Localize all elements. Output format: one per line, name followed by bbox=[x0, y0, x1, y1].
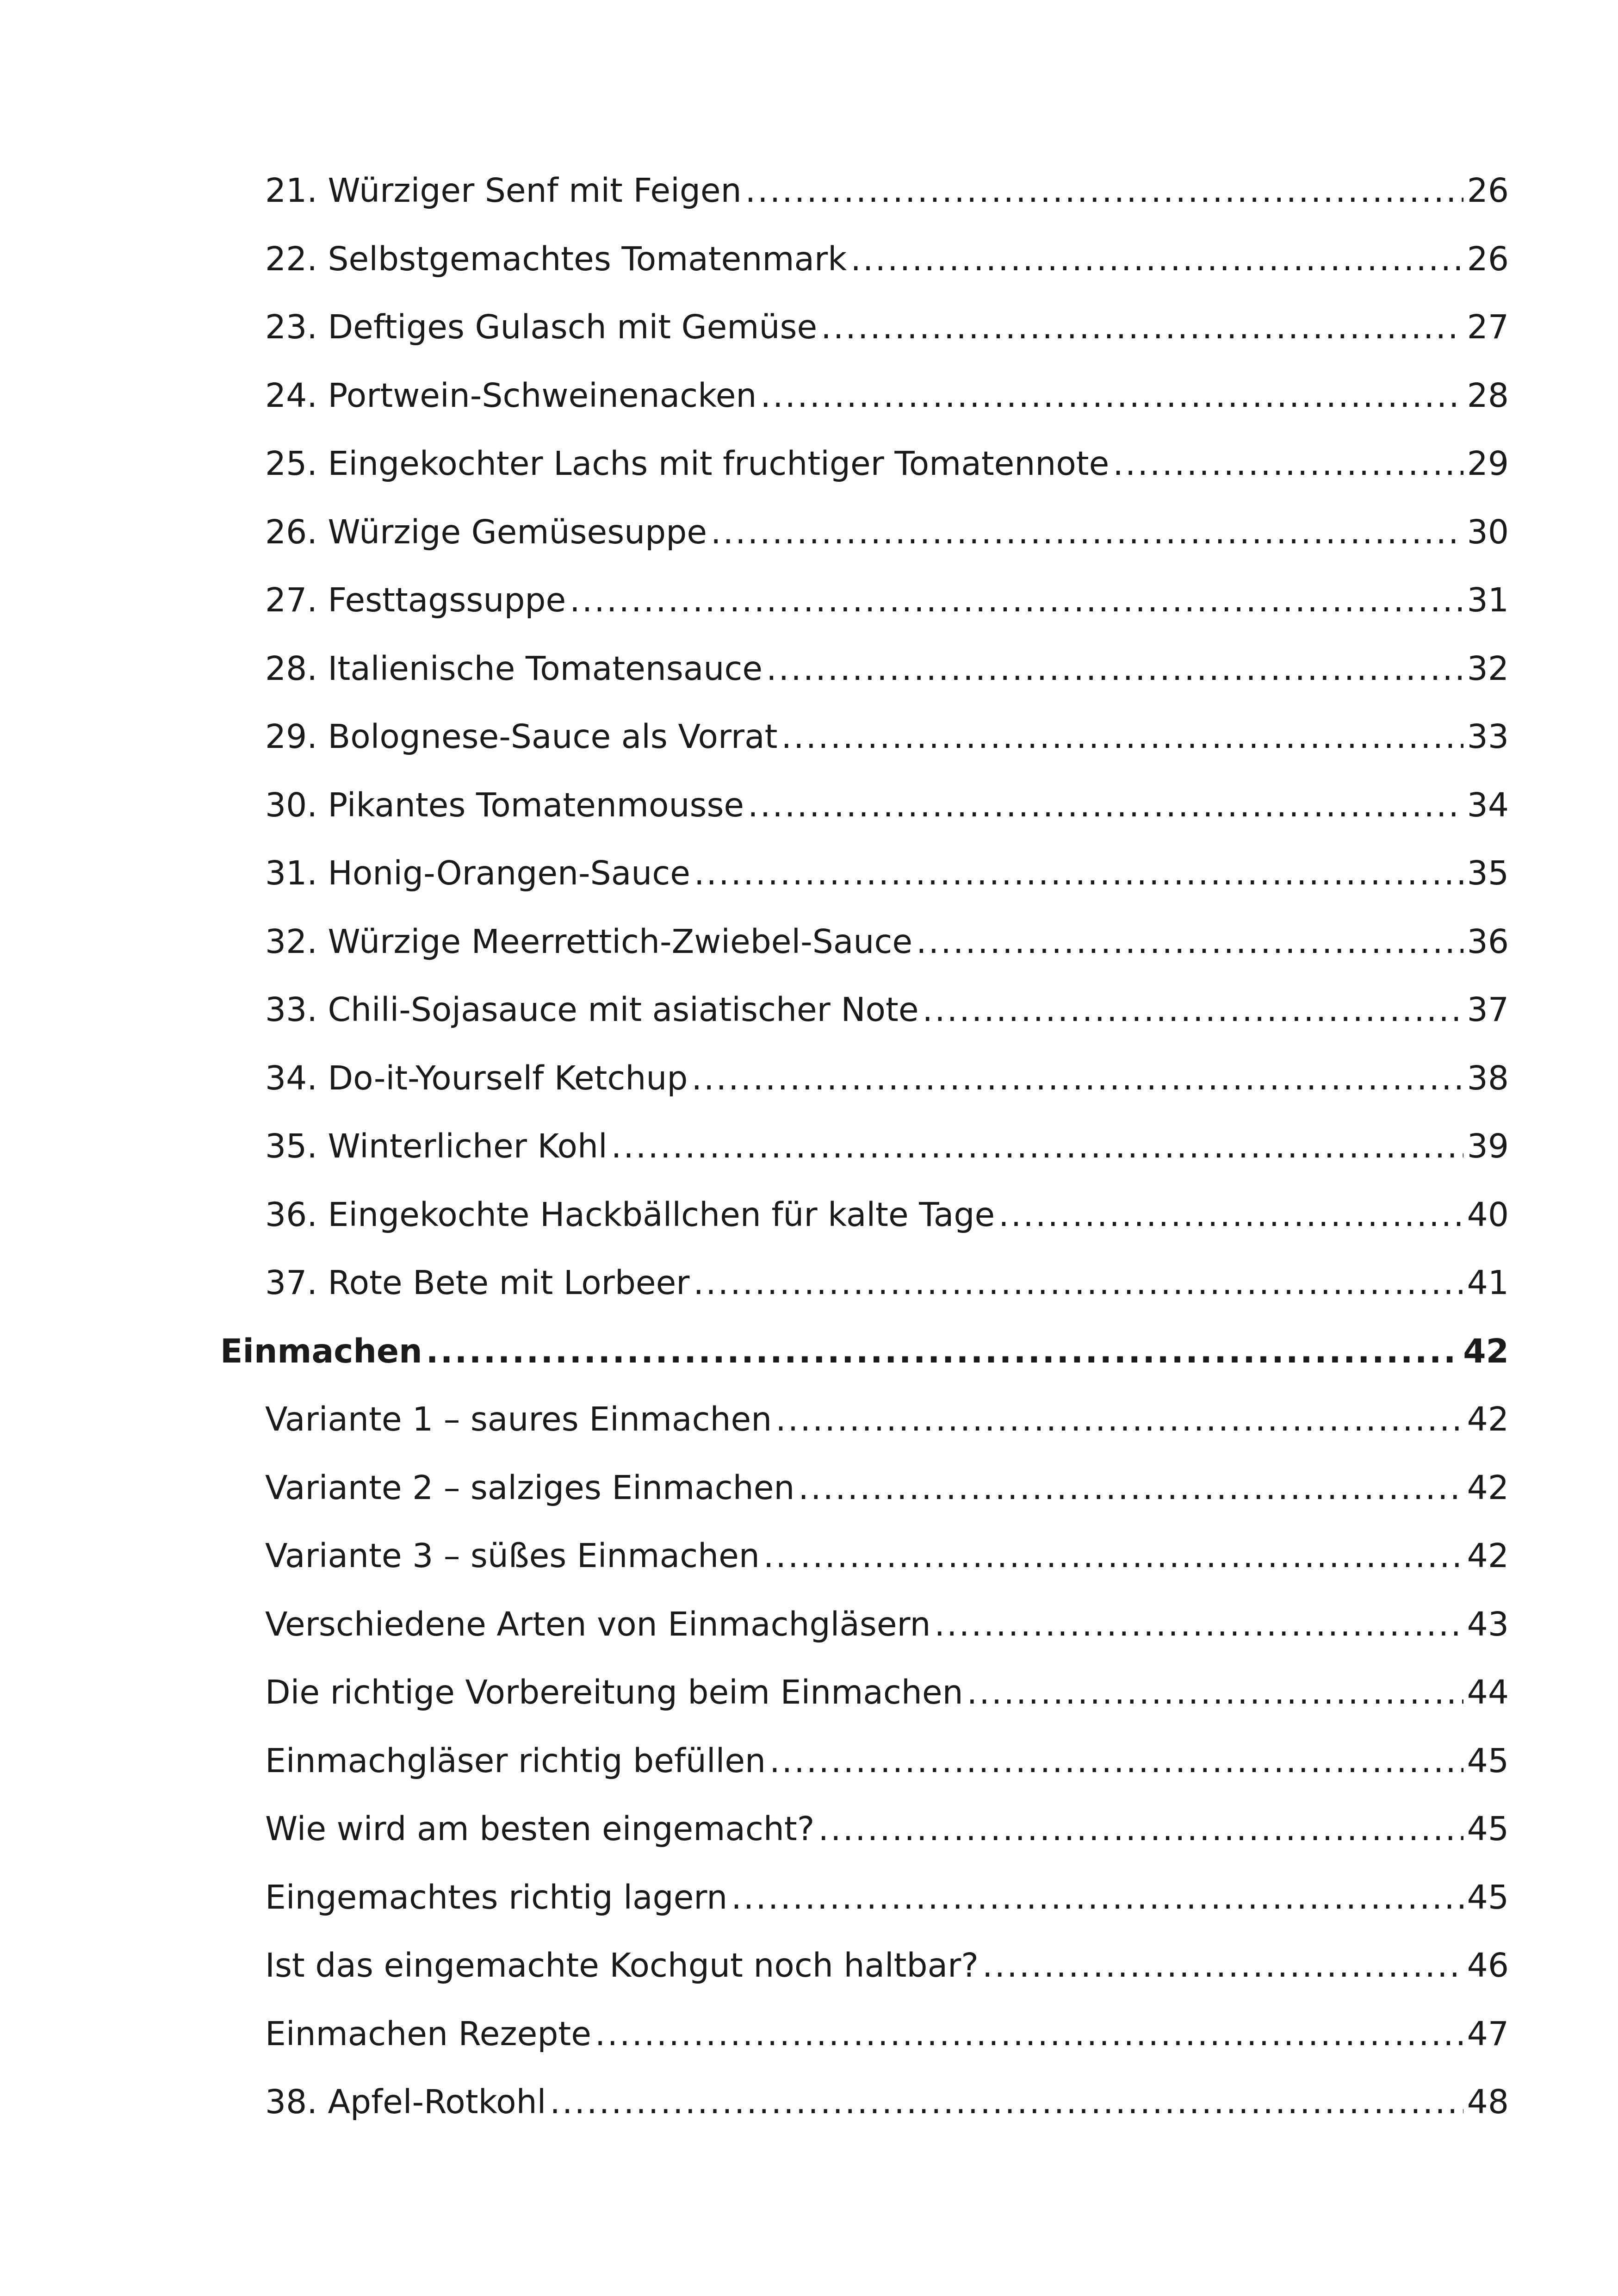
toc-entry[interactable] bbox=[220, 1590, 1509, 1659]
toc-entry-title: 35. Winterlicher Kohl bbox=[265, 1127, 608, 1165]
toc-entry-page-number: 28 bbox=[1467, 376, 1509, 415]
toc-entry-title: Einmachgläser richtig befüllen bbox=[265, 1741, 766, 1780]
dot-leader bbox=[595, 2000, 1463, 2068]
toc-entry-title: Einmachen bbox=[220, 1332, 422, 1370]
toc-entry[interactable] bbox=[220, 566, 1509, 635]
toc-entry-title: 21. Würziger Senf mit Feigen bbox=[265, 171, 742, 210]
toc-entry-page-number: 38 bbox=[1467, 1058, 1509, 1097]
toc-entry-page-number: 29 bbox=[1467, 444, 1509, 483]
toc-entry-title: 25. Eingekochter Lachs mit fruchtiger Tomatennote bbox=[265, 444, 1110, 483]
toc-entry-title: 28. Italienische Tomatensauce bbox=[265, 649, 763, 688]
toc-entry-page-number: 45 bbox=[1467, 1810, 1509, 1848]
dot-leader bbox=[967, 1658, 1463, 1727]
toc-entry[interactable] bbox=[220, 1454, 1509, 1522]
toc-entry[interactable] bbox=[220, 2000, 1509, 2068]
dot-leader bbox=[766, 635, 1463, 703]
dot-leader bbox=[769, 1727, 1463, 1795]
toc-entry[interactable] bbox=[220, 1249, 1509, 1317]
toc-entry-title: 37. Rote Bete mit Lorbeer bbox=[265, 1263, 690, 1302]
toc-entry[interactable] bbox=[220, 361, 1509, 430]
toc-entry[interactable] bbox=[220, 771, 1509, 840]
dot-leader bbox=[731, 1863, 1463, 1932]
toc-entry[interactable] bbox=[220, 293, 1509, 361]
toc-entry-title: Eingemachtes richtig lagern bbox=[265, 1878, 728, 1916]
toc-entry-page-number: 37 bbox=[1467, 990, 1509, 1029]
toc-entry-title: 27. Festtagssuppe bbox=[265, 581, 566, 619]
toc-entry-page-number: 34 bbox=[1467, 785, 1509, 824]
toc-entry[interactable] bbox=[220, 1931, 1509, 2000]
toc-entry-page-number: 45 bbox=[1467, 1878, 1509, 1916]
dot-leader bbox=[1113, 429, 1463, 498]
toc-entry-title: 32. Würzige Meerrettich-Zwiebel-Sauce bbox=[265, 922, 913, 961]
toc-entry-page-number: 39 bbox=[1467, 1127, 1509, 1165]
toc-entry[interactable] bbox=[220, 635, 1509, 703]
dot-leader bbox=[916, 908, 1463, 976]
dot-leader bbox=[748, 771, 1463, 840]
toc-entry-title: 36. Eingekochte Hackbällchen für kalte Tage bbox=[265, 1195, 995, 1234]
toc-entry-page-number: 42 bbox=[1467, 1537, 1509, 1575]
dot-leader bbox=[923, 976, 1463, 1044]
dot-leader bbox=[998, 1181, 1463, 1249]
dot-leader bbox=[570, 566, 1463, 635]
toc-entry-title: Ist das eingemachte Kochgut noch haltbar? bbox=[265, 1946, 979, 1985]
toc-entry-page-number: 42 bbox=[1467, 1468, 1509, 1507]
toc-entry-page-number: 44 bbox=[1467, 1673, 1509, 1711]
toc-entry-title: Variante 3 – süßes Einmachen bbox=[265, 1537, 760, 1575]
dot-leader bbox=[760, 361, 1463, 430]
toc-entry[interactable] bbox=[220, 1522, 1509, 1590]
toc-entry-title: Einmachen Rezepte bbox=[265, 2014, 591, 2053]
toc-entry[interactable] bbox=[220, 703, 1509, 771]
dot-leader bbox=[550, 2068, 1463, 2136]
dot-leader bbox=[798, 1454, 1463, 1522]
toc-entry-title: Verschiedene Arten von Einmachgläsern bbox=[265, 1605, 931, 1643]
dot-leader bbox=[611, 1112, 1463, 1181]
toc-entry-page-number: 42 bbox=[1467, 1400, 1509, 1438]
toc-entry-page-number: 26 bbox=[1467, 171, 1509, 210]
toc-entry-page-number: 33 bbox=[1467, 717, 1509, 756]
toc-entry-title: 33. Chili-Sojasauce mit asiatischer Note bbox=[265, 990, 919, 1029]
toc-entry-page-number: 41 bbox=[1467, 1263, 1509, 1302]
toc-entry-page-number: 35 bbox=[1467, 854, 1509, 892]
dot-leader bbox=[982, 1931, 1463, 2000]
toc-entry-page-number: 27 bbox=[1467, 308, 1509, 346]
toc-entry[interactable] bbox=[220, 498, 1509, 566]
toc-entry[interactable] bbox=[220, 429, 1509, 498]
toc-entry-title: 26. Würzige Gemüsesuppe bbox=[265, 512, 707, 551]
table-of-contents bbox=[220, 156, 1509, 2136]
toc-entry-title: Wie wird am besten eingemacht? bbox=[265, 1810, 815, 1848]
toc-entry-title: Variante 1 – saures Einmachen bbox=[265, 1400, 772, 1438]
toc-chapter-entry[interactable] bbox=[220, 1317, 1509, 1386]
toc-entry-page-number: 32 bbox=[1467, 649, 1509, 688]
toc-entry[interactable] bbox=[220, 1044, 1509, 1113]
toc-entry[interactable] bbox=[220, 1181, 1509, 1249]
dot-leader bbox=[850, 225, 1463, 293]
toc-entry[interactable] bbox=[220, 976, 1509, 1044]
dot-leader bbox=[694, 1249, 1463, 1317]
toc-entry[interactable] bbox=[220, 2068, 1509, 2136]
dot-leader bbox=[775, 1385, 1463, 1454]
toc-entry[interactable] bbox=[220, 908, 1509, 976]
toc-entry[interactable] bbox=[220, 1863, 1509, 1932]
toc-entry[interactable] bbox=[220, 156, 1509, 225]
toc-entry-title: 24. Portwein-Schweinenacken bbox=[265, 376, 757, 415]
toc-entry-page-number: 26 bbox=[1467, 239, 1509, 278]
toc-entry-page-number: 46 bbox=[1467, 1946, 1509, 1985]
dot-leader bbox=[934, 1590, 1463, 1659]
toc-entry-page-number: 36 bbox=[1467, 922, 1509, 961]
toc-entry[interactable] bbox=[220, 1658, 1509, 1727]
toc-entry[interactable] bbox=[220, 1385, 1509, 1454]
toc-entry-page-number: 31 bbox=[1467, 581, 1509, 619]
dot-leader bbox=[781, 703, 1463, 771]
toc-entry-page-number: 40 bbox=[1467, 1195, 1509, 1234]
toc-entry-title: 22. Selbstgemachtes Tomatenmark bbox=[265, 239, 847, 278]
toc-entry-page-number: 48 bbox=[1467, 2083, 1509, 2121]
toc-entry[interactable] bbox=[220, 1727, 1509, 1795]
toc-entry[interactable] bbox=[220, 225, 1509, 293]
toc-entry-title: Die richtige Vorbereitung beim Einmachen bbox=[265, 1673, 963, 1711]
dot-leader bbox=[763, 1522, 1463, 1590]
toc-entry-title: Variante 2 – salziges Einmachen bbox=[265, 1468, 795, 1507]
toc-entry-page-number: 43 bbox=[1467, 1605, 1509, 1643]
dot-leader bbox=[821, 293, 1463, 361]
dot-leader bbox=[711, 498, 1463, 566]
toc-entry-page-number: 42 bbox=[1463, 1332, 1509, 1370]
toc-entry-page-number: 45 bbox=[1467, 1741, 1509, 1780]
toc-entry-page-number: 30 bbox=[1467, 512, 1509, 551]
toc-entry[interactable] bbox=[220, 839, 1509, 908]
toc-entry-title: 34. Do-it-Yourself Ketchup bbox=[265, 1058, 688, 1097]
toc-entry[interactable] bbox=[220, 1112, 1509, 1181]
toc-entry-page-number: 47 bbox=[1467, 2014, 1509, 2053]
toc-entry-title: 23. Deftiges Gulasch mit Gemüse bbox=[265, 308, 818, 346]
toc-entry[interactable] bbox=[220, 1795, 1509, 1863]
dot-leader bbox=[691, 1044, 1463, 1113]
toc-entry-title: 31. Honig-Orangen-Sauce bbox=[265, 854, 690, 892]
toc-entry-title: 29. Bolognese-Sauce als Vorrat bbox=[265, 717, 778, 756]
dot-leader bbox=[818, 1795, 1463, 1863]
dot-leader bbox=[694, 839, 1463, 908]
dot-leader bbox=[745, 156, 1463, 225]
toc-entry-title: 30. Pikantes Tomatenmousse bbox=[265, 785, 744, 824]
dot-leader bbox=[426, 1317, 1460, 1386]
toc-entry-title: 38. Apfel-Rotkohl bbox=[265, 2083, 546, 2121]
